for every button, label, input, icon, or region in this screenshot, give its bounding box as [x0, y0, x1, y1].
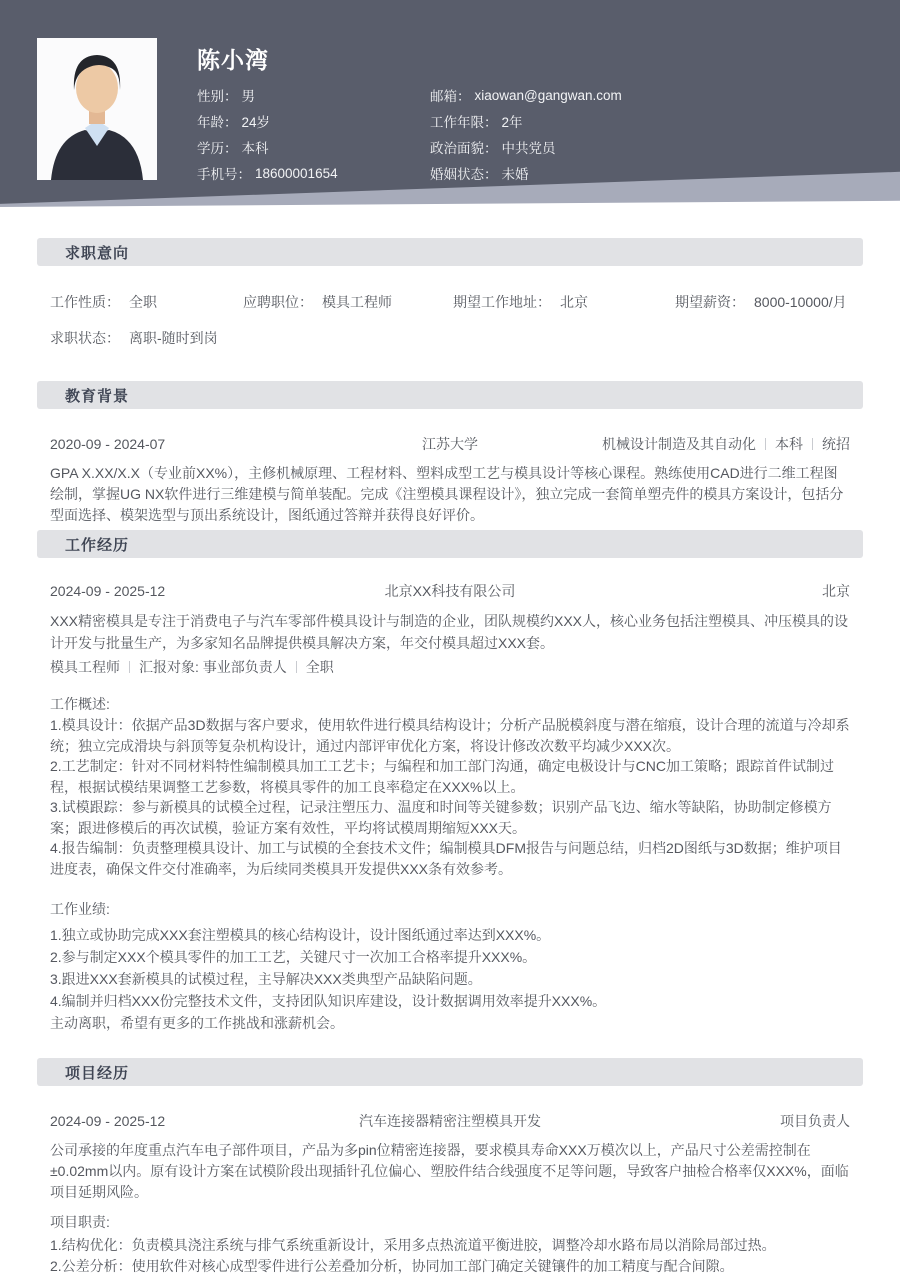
header-details	[197, 82, 622, 186]
intent-job-nature-value: 全职	[129, 294, 157, 310]
field-marital-status	[430, 160, 622, 186]
field-marital-status-value: 未婚	[501, 167, 529, 182]
work-overview-item: 4.报告编制：负责整理模具设计、加工与试模的全套技术文件；编制模具DFM报告与问题总结，归档2D图纸与3D数据；维护项目进度表，确保文件交付准确率，为后续同类模具开发提供XXX条有效参考。	[50, 840, 842, 877]
project-entry-row	[50, 1114, 850, 1128]
field-work-years-value: 2年	[501, 115, 523, 130]
intent-job-nature	[50, 295, 243, 309]
candidate-name: 陈小湾	[197, 47, 269, 73]
field-gender-label: 性别：	[197, 89, 238, 104]
project-role: 项目负责人	[780, 1113, 850, 1129]
education-qualifications	[478, 437, 850, 451]
field-political-status-value: 中共党员	[501, 141, 556, 156]
separator-line	[765, 438, 766, 450]
project-duty-title: 项目职责:	[50, 1214, 110, 1230]
intent-target-location-label: 期望工作地址：	[453, 294, 551, 310]
work-achievement-item: 1.独立或协助完成XXX套注塑模具的核心结构设计，设计图纸通过率达到XXX%。	[50, 927, 551, 943]
intent-target-position	[243, 295, 453, 309]
field-education-label: 学历：	[197, 141, 238, 156]
field-work-years	[430, 108, 622, 134]
field-phone-label: 手机号：	[197, 167, 251, 182]
project-background: 公司承接的年度重点汽车电子部件项目，产品为多pin位精密连接器，要求模具寿命XXX万模次以上，产品尺寸公差需控制在±0.02mm以内。原有设计方案在试模阶段出现插针孔位偏心、塑胶件结合线强度不足等问题，导致客户抽检合格率仅XXX%，面临项目延期风险。	[50, 1142, 849, 1200]
section-title-work: 工作经历	[65, 536, 130, 554]
field-marital-status-label: 婚姻状态：	[430, 167, 498, 182]
work-achievement-item: 4.编制并归档XXX份完整技术文件，支持团队知识库建设，设计数据调用效率提升XXX%。	[50, 993, 607, 1009]
work-overview-item: 1.模具设计：依据产品3D数据与客户要求，使用软件进行模具结构设计；分析产品脱模斜度与潜在缩痕，设计合理的流道与冷却系统；独立完成滑块与斜顶等复杂机构设计，通过内部评审优化方案，将设计修改次数平均减少XXX次。	[50, 717, 850, 754]
education-entry-row	[50, 437, 850, 451]
work-entry-row	[50, 584, 850, 598]
education-enroll-type: 统招	[822, 436, 850, 452]
intent-target-position-value: 模具工程师	[322, 294, 392, 310]
work-achievement-title: 工作业绩:	[50, 901, 110, 917]
intent-expected-salary-label: 期望薪资：	[675, 294, 745, 310]
job-intent-row-1	[50, 295, 850, 309]
intent-job-status-label: 求职状态：	[50, 330, 120, 346]
section-header-project	[37, 1058, 863, 1086]
project-duty-item: 1.结构优化：负责模具浇注系统与排气系统重新设计，采用多点热流道平衡进胶，调整冷却水路布局以消除局部过热。	[50, 1237, 776, 1253]
field-work-years-label: 工作年限：	[430, 115, 498, 130]
section-header-education	[37, 381, 863, 409]
work-overview-list	[50, 715, 850, 879]
intent-job-status-value: 离职-随时到岗	[129, 330, 218, 346]
work-overview-item: 2.工艺制定：针对不同材料特性编制模具加工工艺卡；与编程和加工部门沟通，确定电极设计与CNC加工策略；跟踪首件试制过程，根据试模结果调整工艺参数，将模具零件的加工良率稳定在XXX%以上。	[50, 758, 835, 795]
intent-target-location-value: 北京	[560, 294, 588, 310]
field-email	[430, 82, 622, 108]
education-degree: 本科	[775, 436, 803, 452]
education-description: GPA X.XX/X.X（专业前XX%），主修机械原理、工程材料、塑料成型工艺与模具设计等核心课程。熟练使用CAD进行二维工程图绘制，掌握UG NX软件进行三维建模与简单装配。完成《注塑模具课程设计》，独立完成一套简单塑壳件的模具方案设计，包括分型面选择、模架选型与顶出系统设计，图纸通过答辩并获得良好评价。	[50, 465, 844, 523]
field-gender-value: 男	[241, 89, 255, 104]
work-overview-title: 工作概述:	[50, 696, 110, 712]
work-job-type: 全职	[305, 659, 334, 675]
work-company-intro: XXX精密模具是专注于消费电子与汽车零部件模具设计与制造的企业，团队规模约XXX人，核心业务包括注塑模具、冲压模具的设计开发与批量生产，为多家知名品牌提供模具解决方案，年交付模具超过XXX套。	[50, 613, 849, 651]
project-period: 2024-09 - 2025-12	[50, 1113, 166, 1129]
field-gender	[197, 82, 430, 108]
field-age-label: 年龄：	[197, 115, 238, 130]
work-leave-reason: 主动离职，希望有更多的工作挑战和涨薪机会。	[50, 1015, 344, 1031]
field-political-status	[430, 134, 622, 160]
section-title-project: 项目经历	[65, 1064, 130, 1082]
work-achievement-item: 2.参与制定XXX个模具零件的加工工艺，关键尺寸一次加工合格率提升XXX%。	[50, 949, 537, 965]
project-duty-item: 2.公差分析：使用软件对核心成型零件进行公差叠加分析，协同加工部门确定关键镶件的加工精度与配合间隙。	[50, 1258, 734, 1274]
resume-body	[0, 238, 900, 1277]
field-education	[197, 134, 430, 160]
separator-line	[812, 438, 813, 450]
education-school: 江苏大学	[422, 436, 478, 452]
intent-job-nature-label: 工作性质：	[50, 294, 120, 310]
section-header-job-intent	[37, 238, 863, 266]
project-duty-list	[50, 1235, 850, 1277]
field-phone	[197, 160, 430, 186]
work-overview-item: 3.试模跟踪：参与新模具的试模全过程，记录注塑压力、温度和时间等关键参数；识别产品飞边、缩水等缺陷，协助制定修模方案；跟进修模后的再次试模，验证方案有效性，平均将试模周期缩短XXX天。	[50, 799, 832, 836]
field-email-value: xiaowan@gangwan.com	[474, 87, 622, 103]
field-political-status-label: 政治面貌：	[430, 141, 498, 156]
intent-expected-salary-value: 8000-10000/月	[754, 294, 847, 310]
section-header-work	[37, 530, 863, 558]
work-position: 模具工程师	[50, 659, 120, 675]
field-age	[197, 108, 430, 134]
work-achievement-item: 3.跟进XXX套新模具的试模过程，主导解决XXX类典型产品缺陷问题。	[50, 971, 482, 987]
work-achievement-list	[50, 924, 850, 1012]
profile-photo	[37, 38, 157, 180]
separator-line	[129, 661, 130, 673]
field-age-value: 24岁	[241, 115, 271, 130]
education-major: 机械设计制造及其自动化	[602, 436, 756, 452]
field-education-value: 本科	[241, 141, 269, 156]
section-title-education: 教育背景	[65, 387, 130, 405]
education-period: 2020-09 - 2024-07	[50, 436, 166, 452]
profile-photo-illustration	[37, 38, 157, 180]
project-name: 汽车连接器精密注塑模具开发	[359, 1113, 541, 1129]
resume-header	[0, 0, 900, 207]
intent-job-status	[50, 331, 850, 345]
field-phone-value: 18600001654	[255, 165, 338, 181]
intent-target-position-label: 应聘职位：	[243, 294, 313, 310]
separator-line	[296, 661, 297, 673]
field-email-label: 邮箱：	[430, 89, 471, 104]
work-period: 2024-09 - 2025-12	[50, 583, 166, 599]
work-location: 北京	[822, 583, 850, 599]
work-position-line	[50, 660, 850, 674]
intent-target-location	[453, 295, 675, 309]
work-company: 北京XX科技有限公司	[384, 583, 516, 599]
intent-expected-salary	[675, 295, 850, 309]
section-title-job-intent: 求职意向	[65, 244, 130, 262]
work-report-line: 汇报对象: 事业部负责人	[139, 659, 287, 675]
